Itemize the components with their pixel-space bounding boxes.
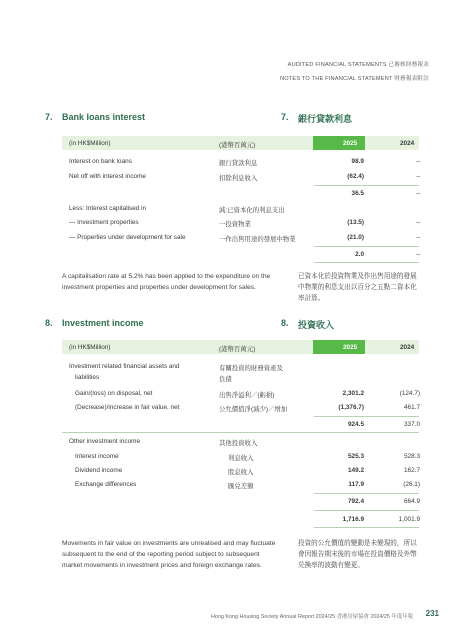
- section7-year-2024: 2024: [400, 140, 415, 147]
- table-row-value-2024: –: [416, 234, 420, 241]
- section7-year-2025: 2025: [343, 140, 358, 147]
- section7-note-en: A capitalisation rate at 5.2% has been applied to the expenditure on the investment properties and properties under development for sales.: [62, 273, 271, 291]
- table-row-label-zh: 利息收入: [228, 455, 254, 462]
- subtotal-2-2024: 664.9: [404, 498, 420, 505]
- table-row-label-zh: 出售淨溢利／(虧損): [219, 392, 275, 399]
- header-line-1: AUDITED FINANCIAL STATEMENTS 已審核財務報表: [287, 62, 429, 68]
- section8-title-zh: 投資收入: [298, 320, 335, 330]
- group-heading-zh-cont: 負債: [219, 376, 232, 383]
- table-row-value-2025: 149.2: [348, 467, 364, 474]
- section7-note-zh: 已資本化於投資物業及作出售用途的發展中物業的利息支出以百分之五點二資本化率計算。: [298, 273, 417, 302]
- page-number: 231: [425, 609, 439, 618]
- section8-note-zh: 投資的公允價值的變動是未變現的，所以會因報告期末後的市場在投資價格及外幣兑換率的波動有變更。: [298, 540, 417, 569]
- group-heading-en: Other investment income: [69, 438, 141, 445]
- table-row-value-2025: (62.4): [347, 173, 364, 180]
- table-row-value-2025: 117.9: [348, 481, 364, 488]
- table-row-value-2024: 162.7: [404, 467, 420, 474]
- subtotal-2-2025: 792.4: [348, 498, 364, 505]
- section7-number-zh: 7.: [281, 112, 289, 122]
- divider: [314, 527, 419, 528]
- table-row-subtotal-2025: 36.5: [351, 190, 364, 197]
- table-row-label-en: Net off with interest income: [69, 173, 146, 180]
- table-row-label-en: — Properties under development for sale: [69, 234, 186, 241]
- table-row-value-2025: 2,301.2: [342, 390, 364, 397]
- section7-col-en: (in HK$Million): [69, 140, 111, 147]
- table-row-label-zh: 減:已資本化的利息支出: [219, 207, 285, 214]
- group-heading-en: Investment related financial assets and: [69, 363, 180, 370]
- section7-title-en: Bank loans interest: [62, 112, 146, 122]
- table-row-value-2025: 525.3: [348, 453, 364, 460]
- divider: [314, 493, 419, 494]
- table-row-label-en: (Decrease)/increase in fair value, net: [75, 404, 180, 411]
- table-row-label-en: Less: Interest capitalised in: [69, 205, 147, 212]
- total-2024: 1,001.9: [398, 516, 420, 523]
- table-row-label-en: — Investment properties: [69, 219, 139, 226]
- table-row-label-zh: 匯兑差額: [228, 483, 254, 490]
- section8-year-2024: 2024: [400, 344, 415, 351]
- footer-text: Hong Kong Housing Society Annual Report 2024/25 香港房屋協會 2024/25 年度年報: [211, 614, 413, 620]
- table-row-value-2024: (124.7): [399, 390, 420, 397]
- table-row-subtotal-2024: –: [416, 190, 420, 197]
- table-row-label-zh: 扣除利息收入: [219, 175, 258, 182]
- section7-title-zh: 銀行貸款利息: [298, 114, 353, 124]
- group-heading-zh: 有關投資的財務資產及: [219, 365, 283, 372]
- table-row-label-zh: 股息收入: [228, 469, 254, 476]
- table-row-total-2024: –: [416, 251, 420, 258]
- group-heading-zh: 其他投資收入: [219, 440, 258, 447]
- table-row-total-2025: 2.0: [355, 251, 364, 258]
- divider: [314, 416, 419, 417]
- divider: [314, 262, 419, 263]
- subtotal-1-2025: 924.5: [348, 421, 364, 428]
- divider: [314, 510, 419, 511]
- section7-col-zh: (港幣百萬元): [219, 142, 256, 149]
- divider: [62, 432, 419, 433]
- table-row-label-zh: 公允價值淨(減少)／增加: [219, 406, 288, 413]
- table-row-value-2024: –: [416, 158, 420, 165]
- section8-title-en: Investment income: [62, 318, 144, 328]
- table-row-label-en: Gain/(loss) on disposal, net: [75, 390, 153, 397]
- section7-number-en: 7.: [45, 112, 53, 122]
- table-row-value-2025: 98.9: [351, 158, 364, 165]
- subtotal-1-2024: 337.0: [404, 421, 420, 428]
- table-row-value-2024: (26.1): [403, 481, 420, 488]
- table-row-label-zh: 銀行貸款利息: [219, 160, 258, 167]
- table-row-value-2024: –: [416, 219, 420, 226]
- section8-number-zh: 8.: [281, 318, 289, 328]
- table-row-value-2025: (21.0): [347, 234, 364, 241]
- table-row-label-en: Dividend income: [75, 467, 123, 474]
- table-row-label-zh: 一作出售用途的發展中物業: [219, 236, 296, 243]
- total-2025: 1,716.9: [342, 516, 364, 523]
- divider: [314, 185, 419, 186]
- table-row-value-2024: –: [416, 173, 420, 180]
- table-row-label-en: Interest income: [75, 453, 119, 460]
- table-row-label-en: Interest on bank loans: [69, 158, 132, 165]
- table-row-label-zh: 一投資物業: [219, 221, 251, 228]
- divider: [314, 246, 419, 247]
- table-row-value-2024: 461.7: [404, 404, 420, 411]
- table-row-label-en: Exchange differences: [75, 481, 137, 488]
- header-line-2: NOTES TO THE FINANCIAL STATEMENT 財務報表附註: [279, 76, 429, 82]
- table-row-value-2025: (13.5): [347, 219, 364, 226]
- section8-col-zh: (港幣百萬元): [219, 346, 256, 353]
- section8-col-en: (in HK$Million): [69, 344, 111, 351]
- section8-number-en: 8.: [45, 318, 53, 328]
- group-heading-en-cont: liabilities: [75, 374, 100, 381]
- section8-note-en: Movements in fair value on investments are unrealised and may fluctuate subsequent to the end of the reporting period subject to subsequent market movements in investment prices and foreign exchange rates.: [62, 540, 276, 569]
- section8-year-2025: 2025: [343, 344, 358, 351]
- table-row-value-2024: 528.3: [404, 453, 420, 460]
- table-row-value-2025: (1,376.7): [338, 404, 364, 411]
